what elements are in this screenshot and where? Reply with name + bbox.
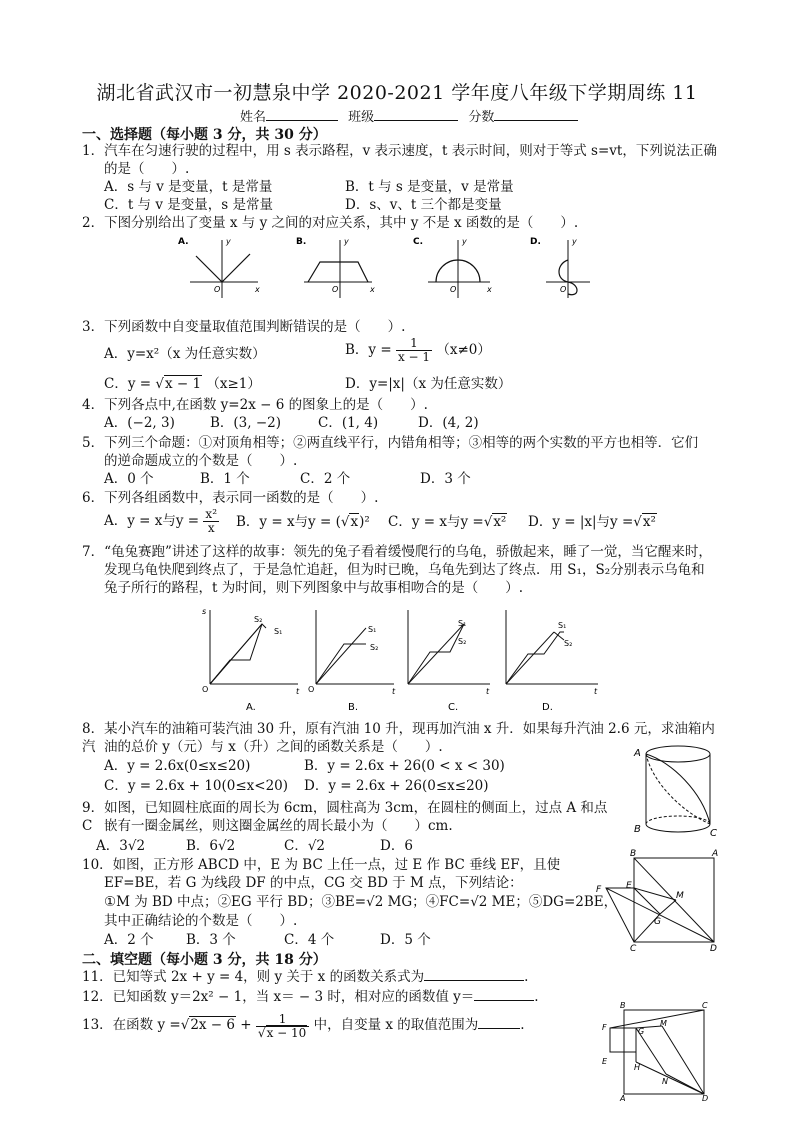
q7d-t-label: t [594, 687, 598, 696]
q8-stem-line1: 8．某小汽车的油箱可装汽油 30 升，原有汽油 10 升，现再加汽油 x 升．如果每升汽油 2.6 元，求油箱内汽 [82, 721, 715, 755]
q1-stem-line2: 的是（ ）. [104, 161, 190, 177]
q2b-x-label: x [370, 285, 375, 294]
q9-point-a: A [634, 748, 641, 759]
section-fill-title: 二、填空题（每小题 3 分，共 18 分） [82, 952, 327, 968]
q8-stem-line2: 油的总价 y（元）与 x（升）之间的函数关系是（ ）. [104, 739, 443, 755]
q6-option-b[interactable]: B．y = x与y = (√x)² [236, 514, 370, 530]
q7-stem-line1: 7．“龟兔赛跑”讲述了这样的故事：领先的兔子看着缓慢爬行的乌龟，骄傲起来，睡了一觉，当它醒来时， [82, 544, 712, 560]
q1-option-b[interactable]: B．t 与 s 是变量，v 是常量 [345, 179, 514, 195]
page-title: 湖北省武汉市一初慧泉中学 2020-2021 学年度八年级下学期周练 11 [96, 82, 698, 104]
q6b-suffix: )² [359, 514, 370, 530]
q11-stem: 11．已知等式 2x + y = 4，则 y 关于 x 的函数关系式为 [82, 969, 425, 985]
q7d-s1-label: S₁ [558, 621, 567, 630]
q7-graph-b[interactable] [308, 610, 396, 713]
q7a-s-label: s [202, 607, 207, 616]
q7-label-d: D. [542, 702, 553, 713]
q1-stem-line1: 1．汽车在匀速行驶的过程中，用 s 表示路程，v 表示速度，t 表示时间，则对于等式 s=vt，下列说法正确 [82, 143, 717, 159]
q7b-s2-label: S₂ [370, 643, 379, 652]
q10-option-c[interactable]: C．4 个 [284, 932, 335, 948]
q3c-suffix: （x≥1） [206, 376, 261, 392]
section-choice-title: 一、选择题（每小题 3 分，共 30 分） [82, 127, 327, 143]
q4-stem: 4．下列各点中,在函数 y=2x − 6 的图象上的是（ ）. [82, 397, 428, 413]
q6-option-a[interactable] [104, 508, 219, 535]
q10-option-b[interactable]: B．3 个 [186, 932, 236, 948]
q1-option-c[interactable]: C．t 与 v 是变量，s 是常量 [104, 197, 273, 213]
q2-label-a: A. [178, 237, 189, 247]
q1-option-d[interactable]: D．s、v、t 三个都是变量 [345, 197, 502, 213]
q5-stem-line1: 5．下列三个命题：①对顶角相等；②两直线平行，内错角相等；③相等的两个实数的平方也相等．它们 [82, 435, 699, 451]
q13-point-h: H [634, 1063, 641, 1072]
q10-point-c: C [630, 944, 637, 952]
q3b-denominator: x − 1 [397, 350, 431, 364]
q5-option-a[interactable]: A．0 个 [104, 471, 154, 487]
q3b-suffix: （x≠0） [436, 342, 491, 358]
q10-option-a[interactable]: A．2 个 [104, 932, 154, 948]
q2-graphs [170, 232, 590, 302]
q10-option-d[interactable]: D．5 个 [380, 932, 431, 948]
q7-stem-line3: 兔子所行的路程，t 为时间，则下列图象中与故事相吻合的是（ ）. [104, 580, 524, 596]
q7b-s1-label: S₁ [368, 625, 377, 634]
q6a-numerator: x² [205, 507, 217, 521]
q7-stem-line2: 发现乌龟快爬到终点了，于是急忙追赶，但为时已晚，乌龟先到达了终点．用 S₁，S₂分别表示乌龟和 [104, 562, 705, 578]
q7-label-a: A. [246, 702, 256, 713]
q10-stem-line4: 其中正确结论的个数是（ ）. [104, 913, 298, 929]
q7-graph-c[interactable] [408, 610, 490, 713]
q6d-prefix: D．y = |x|与y = [528, 514, 634, 530]
q6-option-c[interactable]: C．y = x与y =√x² [388, 514, 507, 530]
q2c-y-label: y [462, 237, 467, 246]
q3-option-d[interactable]: D．y=|x|（x 为任意实数） [345, 376, 512, 392]
score-label: 分数 [468, 110, 495, 125]
q7b-t-label: t [392, 687, 396, 696]
q9-option-c[interactable]: C．√2 [284, 838, 326, 854]
q7-graph-a[interactable] [202, 607, 300, 713]
q10-point-e: E [626, 881, 632, 891]
q2a-origin: O [214, 285, 221, 294]
q13-radicand-1: 2x − 6 [190, 1017, 235, 1033]
q2b-y-label: y [344, 237, 349, 246]
q13-answer-blank[interactable] [478, 1016, 520, 1029]
q4-option-d[interactable]: D．(4, 2) [418, 415, 479, 431]
q4-option-a[interactable]: A．(−2, 3) [104, 415, 175, 431]
q3b-prefix: B．y = [345, 342, 392, 358]
q3-option-b[interactable] [345, 337, 491, 364]
q13-point-e: E [602, 1057, 608, 1066]
q11-answer-blank[interactable] [424, 968, 524, 981]
q10-point-m: M [676, 891, 684, 901]
q5-option-c[interactable]: C．2 个 [300, 471, 351, 487]
q2d-origin: O [560, 285, 567, 294]
q7a-origin: O [202, 685, 209, 694]
q7-label-c: C. [448, 702, 459, 713]
q7c-s2-label: S₂ [458, 637, 467, 646]
q13-plus: + [240, 1017, 252, 1033]
q7-graph-d[interactable] [506, 610, 598, 713]
q5-option-d[interactable]: D．3 个 [420, 471, 471, 487]
q2-stem: 2．下图分别给出了变量 x 与 y 之间的对应关系，其中 y 不是 x 函数的是（ ）. [82, 215, 579, 231]
q8-option-c[interactable]: C．y = 2.6x + 10(0≤x<20) [104, 778, 289, 794]
q6b-radicand: x [350, 514, 359, 530]
q11-item: 11．已知等式 2x + y = 4，则 y 关于 x 的函数关系式为 . [82, 969, 529, 985]
q2-label-b: B. [296, 237, 307, 247]
q12-stem: 12．已知函数 y＝2x² − 1，当 x＝ − 3 时，相对应的函数值 y＝ [82, 989, 475, 1005]
q13-point-f: F [602, 1023, 607, 1032]
q9-point-b: B [634, 824, 641, 835]
class-blank[interactable] [374, 108, 458, 121]
q10-point-g: G [654, 917, 661, 927]
q13-point-g: G [638, 1027, 645, 1036]
q13-point-c: C [702, 1002, 708, 1010]
q13-point-d: D [702, 1094, 709, 1102]
class-label: 班级 [348, 110, 375, 125]
q2-graph-b[interactable] [296, 237, 375, 298]
q9-option-d[interactable]: D．6 [380, 838, 413, 854]
q9-option-a[interactable]: A．3√2 [96, 838, 146, 854]
q2-label-c: C. [413, 237, 424, 247]
q7b-origin: O [308, 685, 315, 694]
q2c-x-label: x [487, 285, 492, 294]
q3-stem: 3．下列函数中自变量取值范围判断错误的是（ ）. [82, 319, 406, 335]
q12-item: 12．已知函数 y＝2x² − 1，当 x＝ − 3 时，相对应的函数值 y＝ . [82, 989, 539, 1005]
q6c-radicand: x² [493, 514, 507, 530]
q9-cylinder-figure [632, 742, 722, 842]
q13-item: 13．在函数 y =√2x − 6 + $\frac{1}{√x - 10}$ 中，自变量 x 的取值范围为 . [82, 1012, 525, 1040]
q2-graph-d[interactable] [530, 237, 590, 298]
q4-option-c[interactable]: C．(1, 4) [318, 415, 379, 431]
q6a-denominator: x [207, 521, 215, 535]
q10-point-d: D [710, 944, 717, 952]
q7-label-b: B. [348, 702, 359, 713]
q12-answer-blank[interactable] [474, 988, 534, 1001]
q2-graph-a[interactable] [178, 237, 260, 298]
q6-stem: 6．下列各组函数中，表示同一函数的是（ ）. [82, 490, 379, 506]
q13-point-b: B [620, 1002, 626, 1010]
name-label: 姓名 [240, 110, 267, 125]
name-blank[interactable] [266, 108, 338, 121]
q7a-t-label: t [296, 687, 300, 696]
q7-graphs [198, 604, 608, 716]
q9-stem-line2: 嵌有一圈金属丝，则这圈金属丝的周长最小为（ ）cm. [104, 818, 453, 834]
q7c-s1-label: S₁ [458, 619, 467, 628]
q13-suffix: 中，自变量 x 的取值范围为 [313, 1017, 479, 1033]
q6b-prefix: B．y = x与y = ( [236, 514, 341, 530]
q2c-origin: O [450, 285, 457, 294]
q8-option-a[interactable]: A．y = 2.6x(0≤x≤20) [104, 758, 251, 774]
q8-option-b[interactable]: B．y = 2.6x + 26(0 < x < 30) [304, 758, 505, 774]
q13-numerator: 1 [256, 1013, 309, 1027]
q10-point-a: A [712, 849, 719, 859]
q5-stem-line2: 的逆命题成立的个数是（ ）. [104, 453, 298, 469]
q2-graph-c[interactable] [413, 237, 492, 298]
q2b-origin: O [332, 285, 339, 294]
score-blank[interactable] [494, 108, 578, 121]
q7c-t-label: t [486, 687, 490, 696]
q10-stem-line3: ①M 为 BD 中点；②EG 平行 BD；③BE=√2 MG；④FC=√2 ME；⑤DG=2BE， [104, 894, 618, 910]
q6a-fraction [203, 508, 219, 535]
q13-square-figure [598, 1002, 714, 1102]
q7d-s2-label: S₂ [564, 639, 573, 648]
q13-fraction: $\frac{1}{√x - 10}$ [256, 1013, 309, 1040]
q2d-y-label: y [572, 237, 577, 246]
q3c-radicand: x − 1 [164, 376, 202, 392]
student-info [240, 106, 578, 125]
q10-point-b: B [630, 849, 637, 859]
q3-option-c[interactable]: C．y = √x − 1 （x≥1） [104, 376, 261, 392]
q13-point-a: A [620, 1094, 626, 1102]
q9-point-c: C [710, 828, 717, 839]
q3b-numerator: 1 [396, 337, 432, 351]
q6-option-d[interactable]: D．y = |x|与y =√x² [528, 514, 656, 530]
q13-radicand-2: x − 10 [266, 1026, 307, 1040]
q7a-s1-label: S₁ [274, 627, 283, 636]
q6c-prefix: C．y = x与y = [388, 514, 484, 530]
q3b-fraction [396, 337, 432, 364]
q2-label-d: D. [530, 237, 541, 247]
q13-point-n: N [662, 1077, 668, 1086]
q10-stem-line2: EF=BE，若 G 为线段 DF 的中点，CG 交 BD 于 M 点，下列结论： [104, 875, 523, 891]
q10-point-f: F [596, 885, 602, 895]
q9-stem-line1: 9．如图，已知圆柱底面的周长为 6cm，圆柱高为 3cm，在圆柱的侧面上，过点 A 和点 C [82, 800, 608, 834]
q2a-y-label: y [226, 237, 231, 246]
q10-stem-line1: 10．如图，正方形 ABCD 中，E 为 BC 上任一点，过 E 作 BC 垂线 EF，且使 [82, 857, 561, 873]
q6a-prefix: A．y = x与y = [104, 513, 200, 529]
q2a-x-label: x [255, 285, 260, 294]
q13-point-m: M [660, 1019, 667, 1028]
q3-option-a[interactable]: A．y=x²（x 为任意实数） [104, 346, 266, 362]
q1-option-a[interactable]: A．s 与 v 是变量，t 是常量 [104, 179, 273, 195]
q9-option-b[interactable]: B．6√2 [186, 838, 236, 854]
q4-option-b[interactable]: B．(3, −2) [210, 415, 282, 431]
q6d-radicand: x² [642, 514, 656, 530]
q5-option-b[interactable]: B．1 个 [200, 471, 250, 487]
q13-prefix: 13．在函数 y = [82, 1017, 181, 1033]
q8-option-d[interactable]: D．y = 2.6x + 26(0≤x≤20) [304, 778, 489, 794]
q7a-s2-label: S₂ [254, 615, 263, 624]
q3c-prefix: C．y = [104, 376, 152, 392]
